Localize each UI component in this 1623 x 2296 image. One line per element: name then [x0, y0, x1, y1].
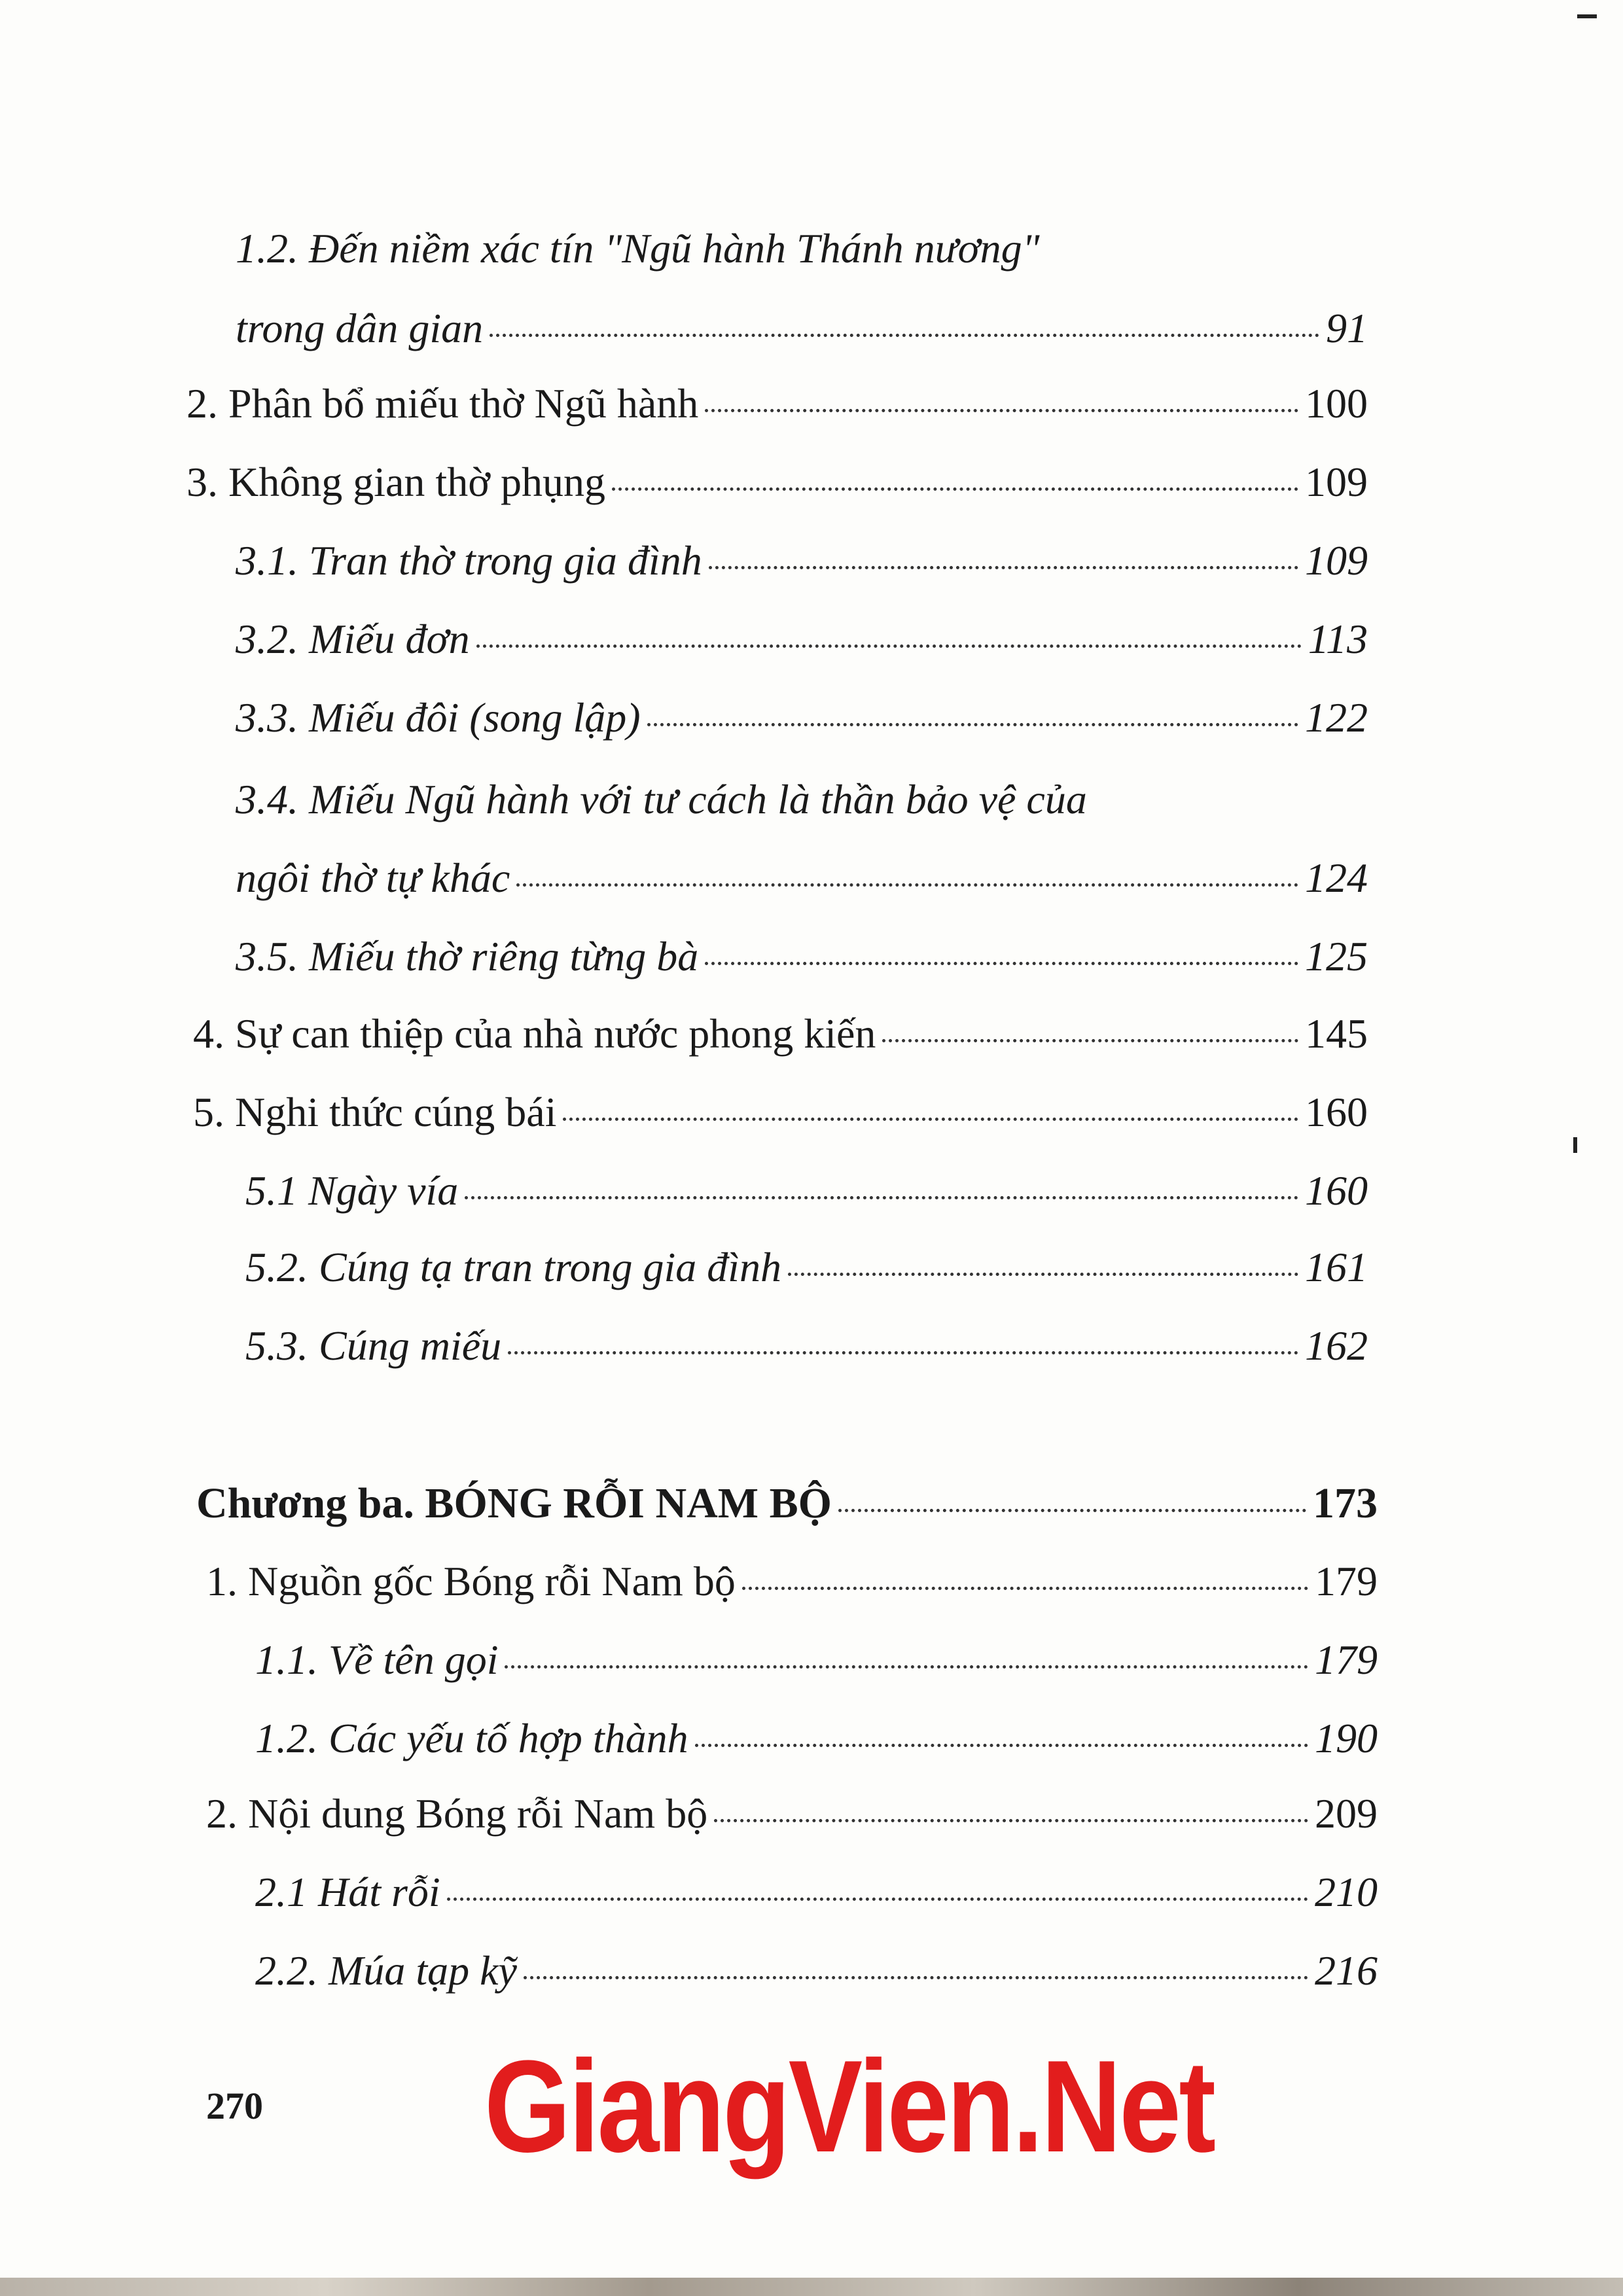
toc-entry-5-3: [245, 1322, 1368, 1377]
toc-entry-label: 3.3. Miếu đôi (song lập): [236, 694, 641, 741]
toc-entry-label: 3.1. Tran thờ trong gia đình: [236, 537, 702, 584]
dot-leader: [476, 645, 1302, 648]
toc-entry-page: 122: [1305, 694, 1368, 741]
toc-entry-label: 2.1 Hát rỗi: [255, 1869, 440, 1915]
toc-entry-3-3: [236, 694, 1368, 749]
toc-entry-3-5: [236, 933, 1368, 988]
toc-chapter-3-entry-1-1: [255, 1636, 1378, 1691]
toc-entry-label: 3.2. Miếu đơn: [236, 616, 470, 662]
toc-entry-page: 179: [1315, 1636, 1378, 1683]
toc-entry-page: 145: [1305, 1010, 1368, 1057]
toc-entry-label: 2.2. Múa tạp kỹ: [255, 1947, 517, 1994]
toc-entry-4: [193, 1010, 1368, 1065]
toc-entry-page: 113: [1308, 616, 1368, 662]
toc-entry-page: 160: [1305, 1167, 1368, 1214]
toc-entry-page: 216: [1315, 1947, 1378, 1994]
toc-entry-page: 124: [1305, 855, 1368, 901]
watermark-logo: GiangVien.Net: [484, 2034, 1214, 2180]
toc-entry-label: 1. Nguồn gốc Bóng rỗi Nam bộ: [206, 1558, 736, 1604]
toc-entry-5: [193, 1091, 1368, 1144]
toc-chapter-3-entry-1: [206, 1558, 1378, 1613]
toc-entry-label: 1.1. Về tên gọi: [255, 1636, 499, 1683]
toc-entry-page: 109: [1305, 459, 1368, 505]
toc-chapter-3: [196, 1479, 1378, 1534]
dot-leader: [447, 1898, 1308, 1901]
toc-entry-label: 5. Nghi thức cúng bái: [193, 1089, 557, 1135]
dot-leader: [788, 1273, 1298, 1276]
dot-leader: [508, 1351, 1298, 1354]
toc-chapter-label: Chương ba. BÓNG RỖI NAM BỘ: [196, 1479, 832, 1527]
dot-leader: [709, 566, 1298, 569]
toc-entry-page: 91: [1326, 305, 1368, 351]
toc-entry-page: 125: [1305, 933, 1368, 980]
toc-entry-2: [187, 380, 1368, 435]
toc-entry-label: 4. Sự can thiệp của nhà nước phong kiến: [193, 1010, 876, 1057]
toc-entry-page: 190: [1315, 1715, 1378, 1761]
toc-chapter-3-entry-2-2: [255, 1947, 1378, 2002]
toc-entry-page: 210: [1315, 1869, 1378, 1915]
toc-entry-page: 162: [1305, 1322, 1368, 1369]
toc-entry-3-4: [236, 857, 1368, 910]
toc-entry-5-1: [245, 1167, 1368, 1222]
dot-leader: [705, 962, 1298, 965]
toc-entry-label: 5.1 Ngày vía: [245, 1167, 459, 1214]
dot-leader: [695, 1744, 1308, 1747]
dot-leader: [465, 1196, 1298, 1199]
dot-leader: [647, 723, 1298, 726]
dot-leader: [524, 1976, 1308, 1979]
toc-chapter-page: 173: [1313, 1479, 1378, 1527]
toc-chapter-3-entry-1-2: [255, 1715, 1378, 1770]
page-number: 270: [206, 2085, 263, 2127]
toc-entry-5-2: [245, 1246, 1368, 1299]
toc-entry-page: 209: [1315, 1790, 1378, 1837]
toc-entry-label: 3. Không gian thờ phụng: [187, 459, 606, 505]
toc-entry-3-1: [236, 537, 1368, 592]
toc-entry-3: [187, 461, 1368, 514]
dot-leader: [612, 487, 1298, 491]
toc-entry-label: ngôi thờ tự khác: [236, 855, 510, 901]
dot-leader: [505, 1665, 1308, 1669]
toc-entry-label: 5.2. Cúng tạ tran trong gia đình: [245, 1244, 782, 1290]
scan-edge-strip: [0, 2278, 1623, 2296]
toc-entry-label: 2. Phân bổ miếu thờ Ngũ hành: [187, 380, 699, 427]
toc-chapter-3-entry-2-1: [255, 1871, 1378, 1924]
toc-entry-label: 3.5. Miếu thờ riêng từng bà: [236, 933, 699, 980]
toc-entry-3-4-line1: 3.4. Miếu Ngũ hành với tư cách là thần bảo vệ của: [236, 776, 1087, 822]
dot-leader: [882, 1039, 1298, 1042]
dot-leader: [742, 1587, 1308, 1590]
dot-leader: [838, 1509, 1306, 1512]
toc-entry-page: 109: [1305, 537, 1368, 584]
toc-chapter-3-entry-2: [206, 1790, 1378, 1845]
toc-entry-3-2: [236, 618, 1368, 671]
toc-entry-page: 179: [1315, 1558, 1378, 1604]
toc-entry-label: trong dân gian: [236, 305, 484, 351]
dot-leader: [516, 883, 1298, 887]
dot-leader: [563, 1118, 1298, 1121]
toc-entry-page: 100: [1305, 380, 1368, 427]
toc-entry-label: 5.3. Cúng miếu: [245, 1322, 502, 1369]
dot-leader: [490, 334, 1319, 337]
dot-leader: [714, 1819, 1308, 1822]
dot-leader: [705, 409, 1298, 412]
toc-entry-page: 161: [1305, 1244, 1368, 1290]
toc-entry-label: 2. Nội dung Bóng rỗi Nam bộ: [206, 1790, 708, 1837]
toc-entry-page: 160: [1305, 1089, 1368, 1135]
toc-entry-1-2-line1: 1.2. Đến niềm xác tín "Ngũ hành Thánh nương": [236, 225, 1040, 272]
toc-entry-1-2: [236, 305, 1368, 360]
toc-entry-label: 1.2. Các yếu tố hợp thành: [255, 1715, 688, 1761]
